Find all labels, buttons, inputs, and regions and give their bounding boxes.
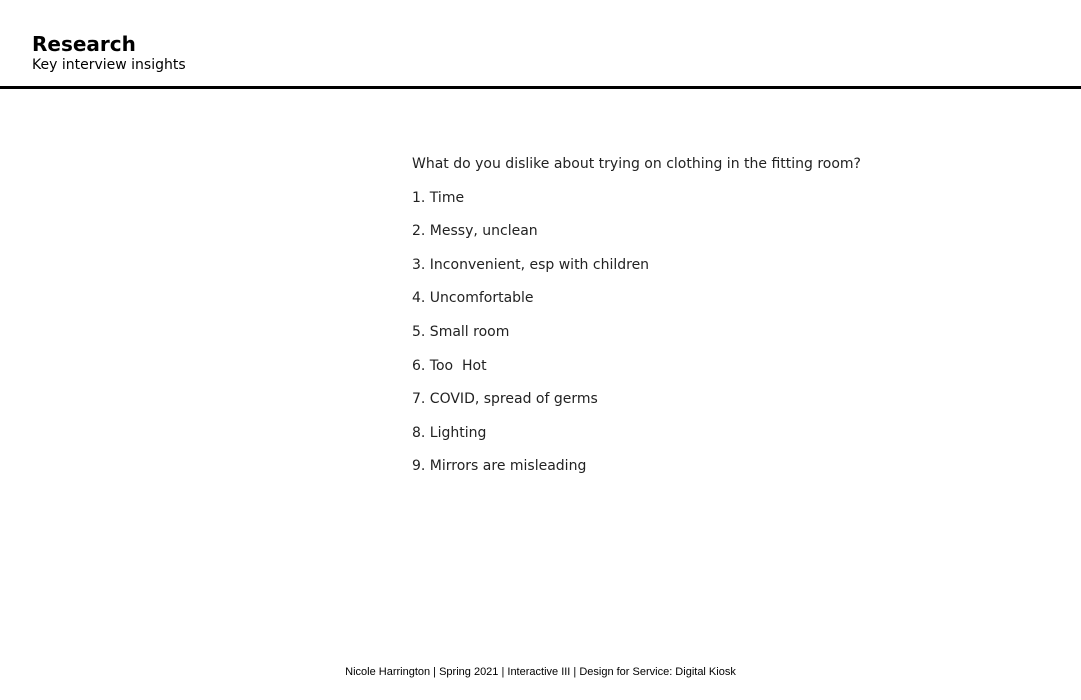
page-title: Research bbox=[32, 32, 136, 56]
answer-item-2: 2. Messy, unclean bbox=[412, 223, 538, 240]
interview-question: What do you dislike about trying on clothing in the fitting room? bbox=[412, 156, 861, 172]
page-header bbox=[32, 32, 186, 74]
page-footer: Nicole Harrington | Spring 2021 | Interactive III | Design for Service: Digital Kiosk bbox=[345, 666, 736, 678]
insights-content bbox=[412, 155, 1052, 491]
header-divider bbox=[0, 86, 1081, 89]
answer-item-4: 4. Uncomfortable bbox=[412, 290, 534, 307]
answer-item-7: 7. COVID, spread of germs bbox=[412, 391, 598, 408]
answer-item-5: 5. Small room bbox=[412, 323, 510, 340]
answer-item-3: 3. Inconvenient, esp with children bbox=[412, 256, 650, 273]
answer-item-1: 1. Time bbox=[412, 189, 465, 206]
answer-item-9: 9. Mirrors are misleading bbox=[412, 458, 587, 475]
answer-list bbox=[412, 189, 1052, 476]
page-subtitle: Key interview insights bbox=[32, 57, 186, 73]
answer-item-8: 8. Lighting bbox=[412, 424, 487, 441]
answer-item-6: 6. Too Hot bbox=[412, 357, 487, 374]
